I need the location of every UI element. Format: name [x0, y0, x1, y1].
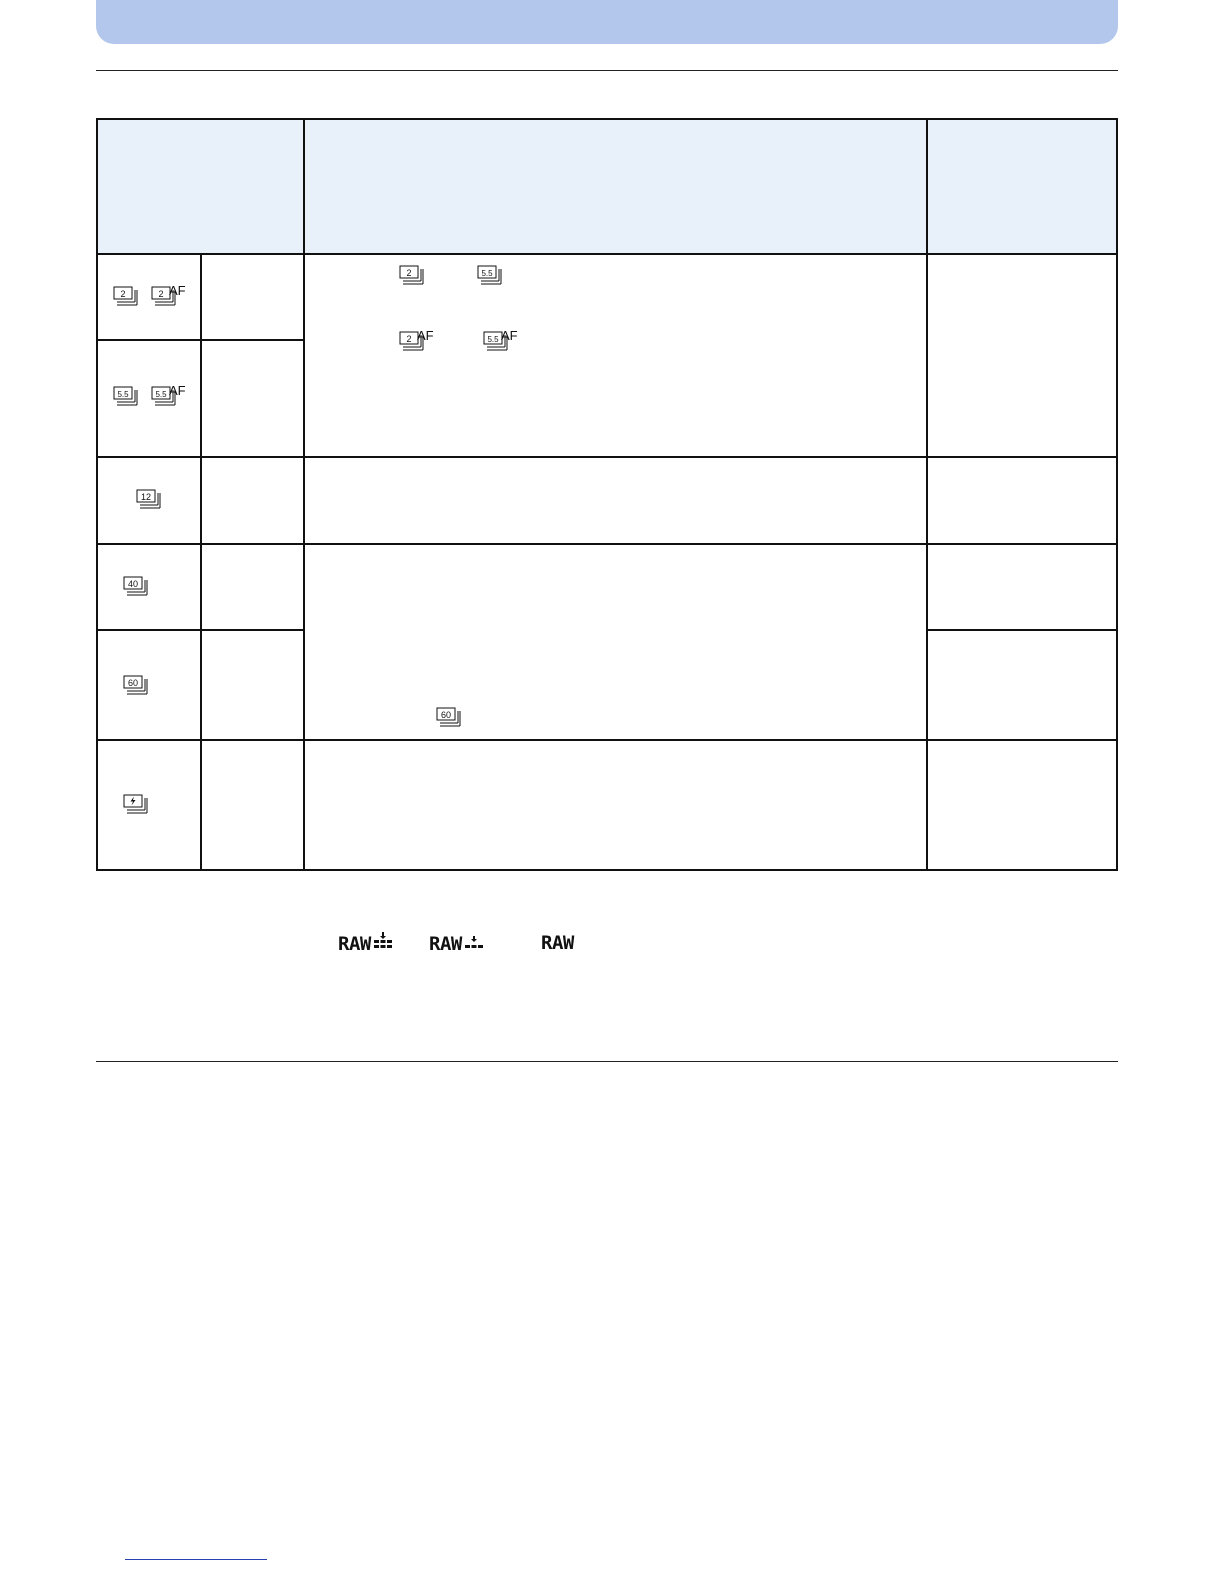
svg-text:60: 60: [440, 710, 452, 720]
page-link[interactable]: [125, 1559, 267, 1560]
svg-text:5.5: 5.5: [117, 390, 129, 399]
svg-text:40: 40: [127, 579, 139, 589]
burst-rate-table: [96, 118, 1118, 871]
svg-text:5.5: 5.5: [155, 390, 167, 399]
raw-only-indicator: [541, 932, 574, 954]
raw-fine-label: RAW: [338, 933, 371, 955]
table-grid: [96, 118, 1118, 871]
raw-standard-indicator: [429, 932, 485, 955]
af-label: AF: [501, 328, 518, 343]
svg-text:2: 2: [406, 334, 412, 344]
top-divider: [96, 70, 1118, 71]
fine-quality-icon: [372, 932, 394, 950]
af-label: AF: [169, 283, 186, 298]
svg-text:5.5: 5.5: [487, 335, 499, 344]
af-label: AF: [417, 328, 434, 343]
raw-fine-indicator: [338, 932, 394, 955]
svg-text:5.5: 5.5: [481, 269, 493, 278]
section-header-banner: [96, 0, 1118, 44]
raw-only-label: RAW: [541, 932, 574, 954]
svg-text:2: 2: [120, 289, 126, 299]
svg-text:12: 12: [140, 492, 152, 502]
svg-text:2: 2: [406, 268, 412, 278]
standard-quality-icon: [463, 932, 485, 950]
svg-text:60: 60: [127, 678, 139, 688]
raw-standard-label: RAW: [429, 933, 462, 955]
bottom-divider: [96, 1061, 1118, 1062]
af-label: AF: [169, 383, 186, 398]
svg-text:2: 2: [158, 289, 164, 299]
